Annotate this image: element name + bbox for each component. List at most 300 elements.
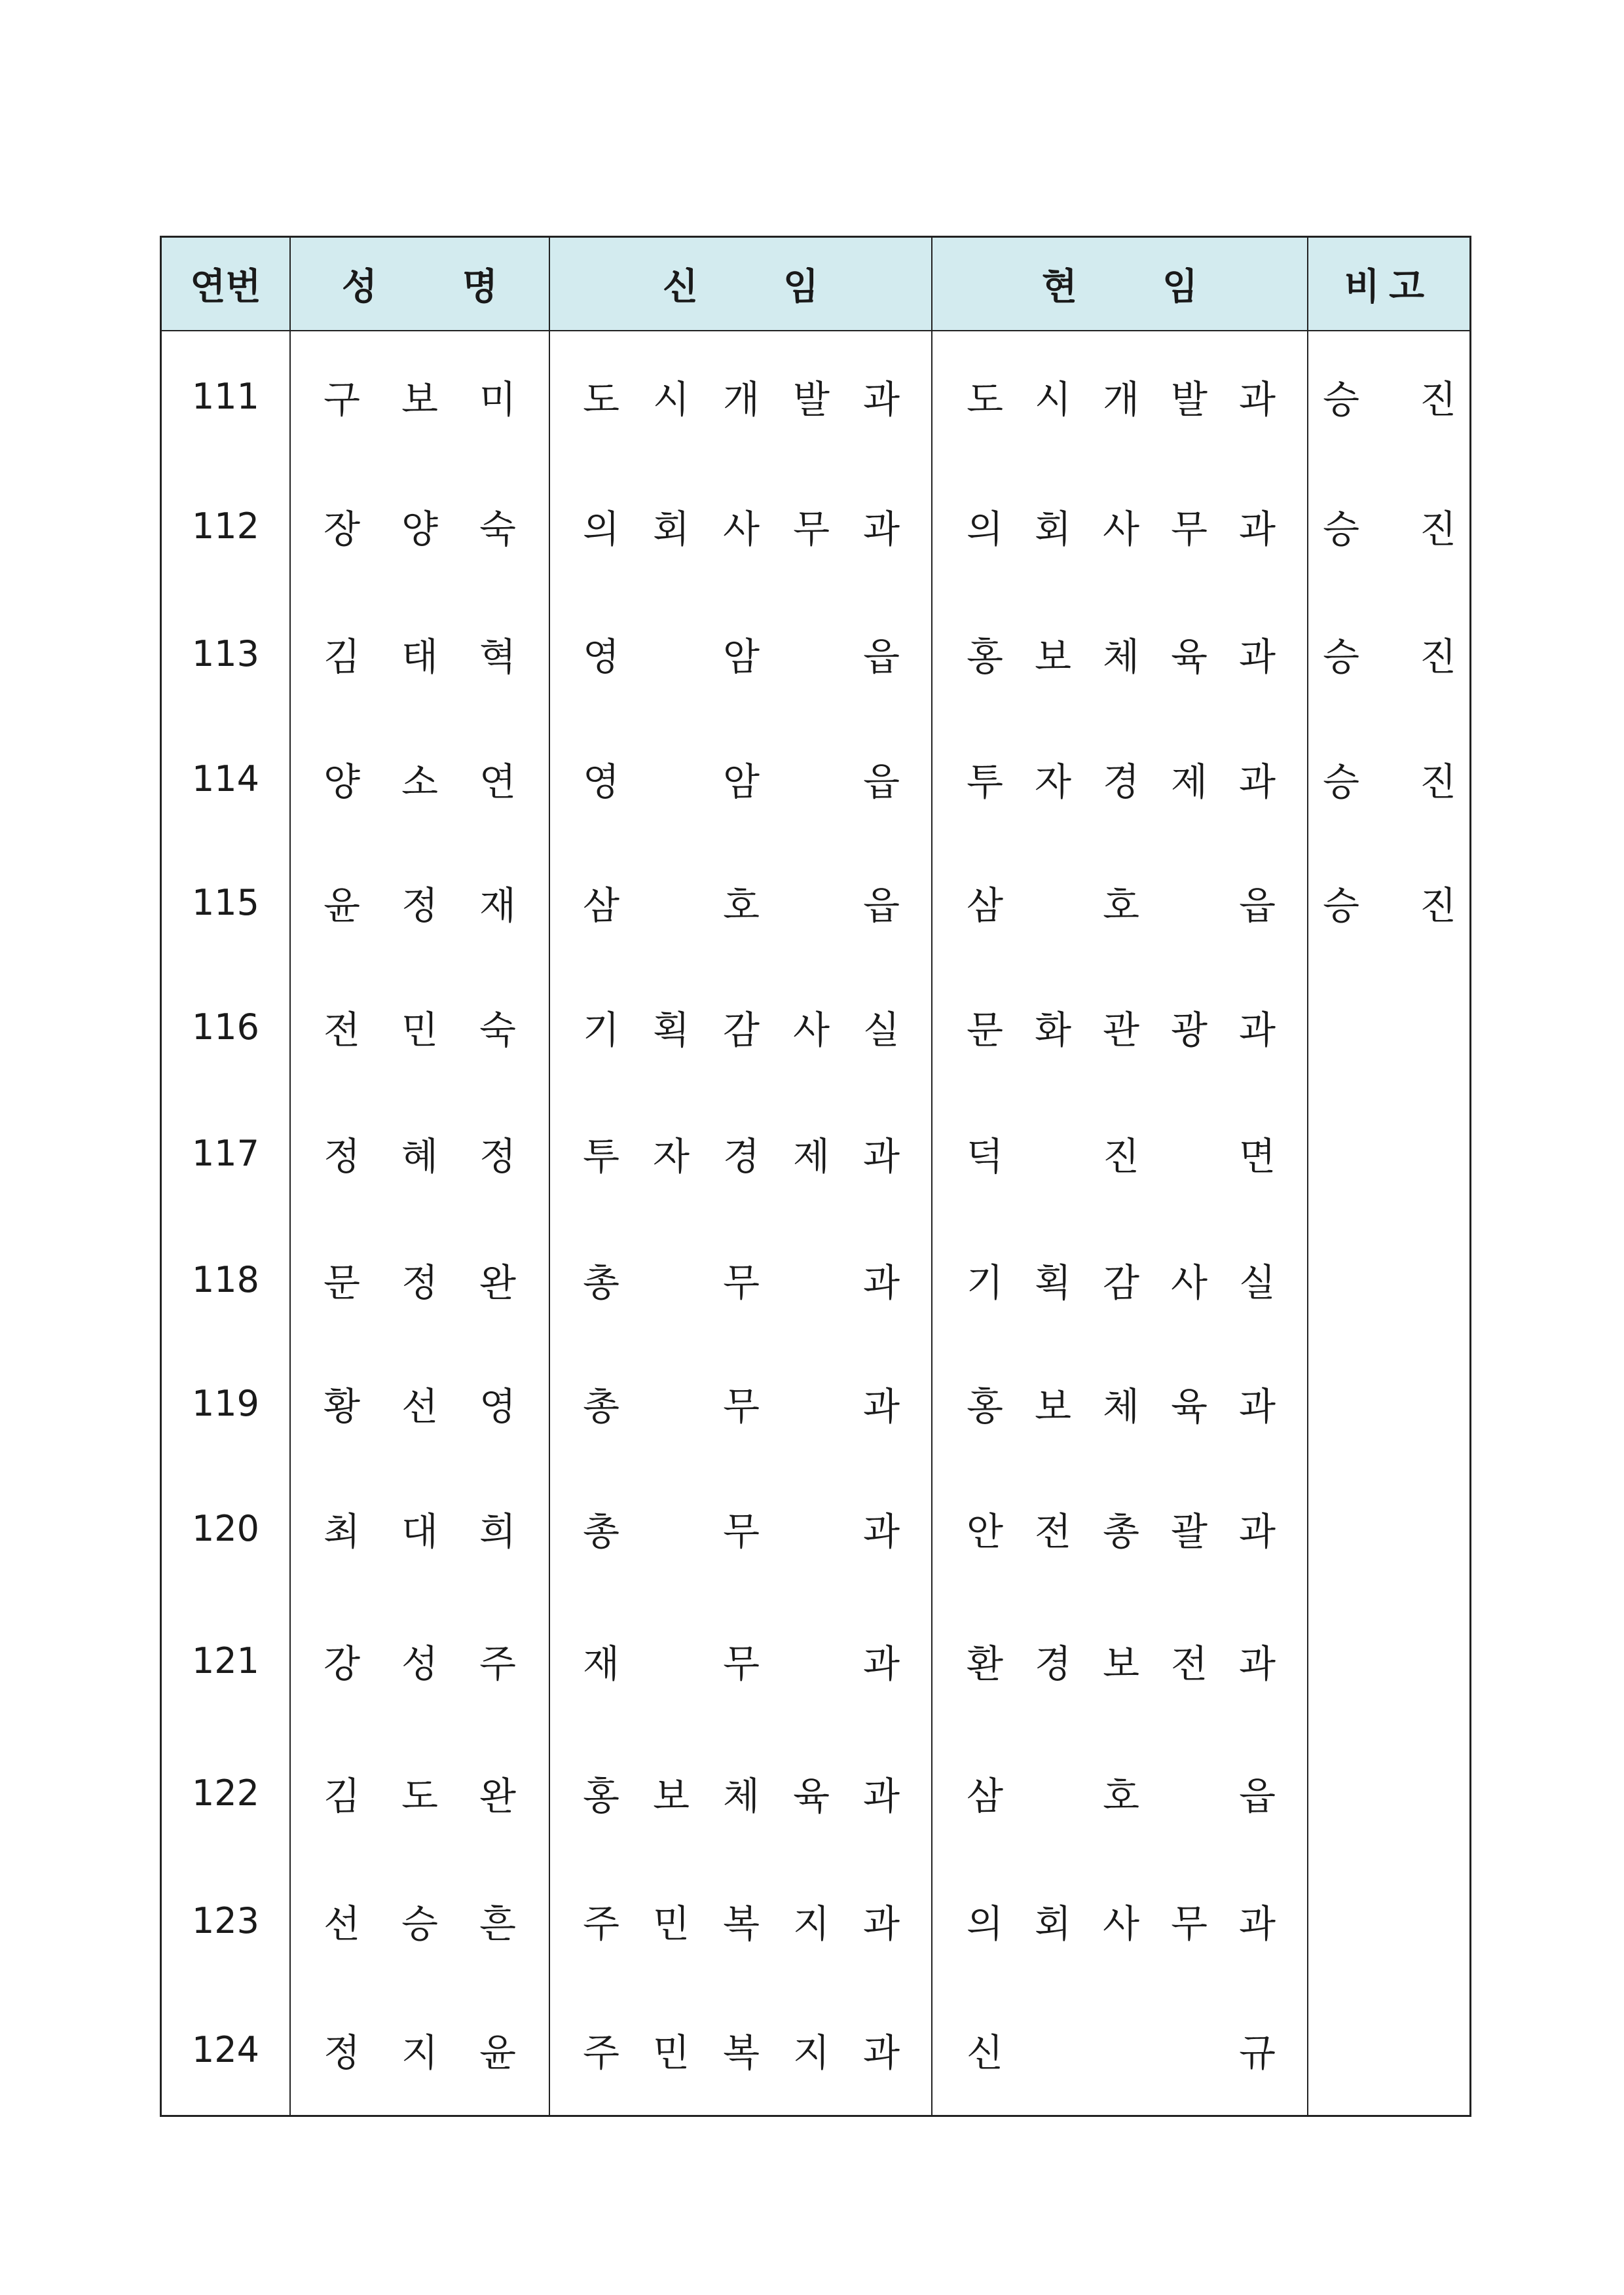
char: 발 bbox=[792, 377, 830, 422]
cell-remark bbox=[1308, 461, 1469, 591]
char: 육 bbox=[1170, 1384, 1208, 1429]
char: 과 bbox=[862, 377, 900, 422]
cell-name bbox=[291, 591, 550, 716]
cell-new-post-text bbox=[550, 626, 931, 681]
char: 승 bbox=[401, 1901, 439, 1946]
char: 경 bbox=[1034, 1642, 1072, 1686]
char: 무 bbox=[792, 507, 830, 551]
char: 흔 bbox=[479, 1901, 516, 1946]
char: 과 bbox=[1238, 634, 1276, 679]
char: 실 bbox=[862, 1008, 900, 1052]
cell-no bbox=[162, 841, 291, 964]
char: 기 bbox=[583, 1008, 620, 1052]
cell-new-post-text bbox=[550, 1765, 931, 1820]
header-current-post-char: 현 bbox=[1041, 265, 1077, 308]
char: 보 bbox=[652, 1774, 690, 1818]
char: 양 bbox=[323, 760, 361, 804]
cell-new-post-text bbox=[550, 2022, 931, 2077]
char: 경 bbox=[722, 1134, 760, 1179]
char: 과 bbox=[862, 2030, 900, 2075]
cell-current-post bbox=[932, 841, 1308, 964]
header-remark-label: 비고 bbox=[1344, 265, 1434, 308]
char: 육 bbox=[1170, 634, 1208, 679]
header-no bbox=[162, 238, 291, 330]
cell-name bbox=[291, 841, 550, 964]
cell-remark bbox=[1308, 1090, 1469, 1217]
cell-remark-text bbox=[1308, 498, 1469, 553]
cell-no bbox=[162, 331, 291, 461]
char: 영 bbox=[479, 1384, 516, 1429]
cell-current-post bbox=[932, 1090, 1308, 1217]
char: 제 bbox=[1170, 760, 1208, 804]
cell-name-text bbox=[291, 1893, 549, 1948]
cell-new-post bbox=[550, 1217, 932, 1342]
header-current-post-char: 임 bbox=[1162, 265, 1198, 308]
char: 도 bbox=[583, 377, 620, 422]
char: 투 bbox=[967, 760, 1004, 804]
cell-current-post-text bbox=[932, 369, 1307, 424]
char: 암 bbox=[722, 634, 760, 679]
char: 승 bbox=[1323, 507, 1360, 551]
char: 주 bbox=[583, 1901, 620, 1946]
cell-new-post bbox=[550, 591, 932, 716]
cell-remark bbox=[1308, 1984, 1469, 2115]
table-row bbox=[162, 1592, 1469, 1729]
char: 광 bbox=[1170, 1008, 1208, 1052]
char: 체 bbox=[1102, 634, 1139, 679]
cell-remark-text bbox=[1308, 875, 1469, 930]
char: 민 bbox=[401, 1008, 439, 1052]
header-new-post-label bbox=[663, 258, 819, 310]
char: 과 bbox=[1238, 1008, 1276, 1052]
char: 의 bbox=[967, 1901, 1004, 1946]
cell-name bbox=[291, 1592, 550, 1729]
cell-name-text bbox=[291, 498, 549, 553]
cell-current-post bbox=[932, 1729, 1308, 1857]
cell-name bbox=[291, 1729, 550, 1857]
cell-new-post-text bbox=[550, 369, 931, 424]
char: 연 bbox=[479, 760, 516, 804]
row-number: 121 bbox=[191, 1640, 260, 1681]
cell-name-text bbox=[291, 1126, 549, 1181]
char: 정 bbox=[401, 1260, 439, 1305]
table-header bbox=[162, 238, 1469, 331]
char: 승 bbox=[1323, 760, 1360, 804]
char: 진 bbox=[1419, 507, 1456, 551]
cell-name bbox=[291, 461, 550, 591]
cell-no bbox=[162, 461, 291, 591]
cell-current-post-text bbox=[932, 1252, 1307, 1307]
cell-name bbox=[291, 1984, 550, 2115]
char: 획 bbox=[1034, 1260, 1072, 1305]
cell-name bbox=[291, 1464, 550, 1592]
cell-current-post bbox=[932, 1857, 1308, 1984]
cell-new-post bbox=[550, 716, 932, 841]
char: 호 bbox=[1102, 883, 1140, 928]
char: 총 bbox=[583, 1384, 620, 1429]
char: 숙 bbox=[479, 507, 516, 551]
table-row bbox=[162, 1342, 1469, 1464]
cell-name-text bbox=[291, 1376, 549, 1431]
row-number: 115 bbox=[191, 881, 260, 923]
cell-current-post-text bbox=[932, 626, 1307, 681]
char: 홍 bbox=[967, 1384, 1004, 1429]
cell-no bbox=[162, 1857, 291, 1984]
cell-remark bbox=[1308, 1217, 1469, 1342]
char: 사 bbox=[722, 507, 760, 551]
table-row bbox=[162, 1729, 1469, 1857]
char: 자 bbox=[1034, 760, 1072, 804]
cell-new-post-text bbox=[550, 751, 931, 806]
char: 완 bbox=[479, 1260, 516, 1305]
cell-no bbox=[162, 1729, 291, 1857]
char: 과 bbox=[1238, 1509, 1276, 1554]
cell-current-post bbox=[932, 591, 1308, 716]
char: 정 bbox=[401, 883, 439, 928]
row-number: 114 bbox=[191, 758, 260, 799]
char: 최 bbox=[323, 1509, 361, 1554]
char: 윤 bbox=[323, 883, 361, 928]
cell-name-text bbox=[291, 1765, 549, 1820]
cell-current-post-text bbox=[932, 751, 1307, 806]
char: 과 bbox=[862, 1901, 900, 1946]
row-number: 120 bbox=[191, 1507, 260, 1549]
char: 과 bbox=[1238, 760, 1276, 804]
cell-current-post-text bbox=[932, 2022, 1307, 2077]
cell-remark bbox=[1308, 1592, 1469, 1729]
cell-new-post bbox=[550, 331, 932, 461]
char: 소 bbox=[401, 760, 439, 804]
char: 안 bbox=[967, 1509, 1004, 1554]
char: 선 bbox=[323, 1901, 361, 1946]
cell-name-text bbox=[291, 875, 549, 930]
char: 투 bbox=[583, 1134, 620, 1179]
char: 보 bbox=[401, 377, 439, 422]
header-name-label bbox=[342, 258, 498, 310]
cell-remark bbox=[1308, 1729, 1469, 1857]
cell-no bbox=[162, 716, 291, 841]
char: 호 bbox=[722, 883, 760, 928]
row-number: 112 bbox=[191, 505, 260, 547]
cell-new-post-text bbox=[550, 1126, 931, 1181]
char: 대 bbox=[401, 1509, 439, 1554]
cell-remark bbox=[1308, 1464, 1469, 1592]
char: 회 bbox=[652, 507, 690, 551]
char: 실 bbox=[1238, 1260, 1276, 1305]
char: 혁 bbox=[479, 634, 516, 679]
table-row bbox=[162, 1464, 1469, 1592]
cell-name-text bbox=[291, 1252, 549, 1307]
cell-new-post bbox=[550, 1857, 932, 1984]
char: 윤 bbox=[479, 2030, 516, 2075]
cell-current-post-text bbox=[932, 1633, 1307, 1688]
char: 무 bbox=[722, 1260, 760, 1305]
char: 사 bbox=[1170, 1260, 1208, 1305]
row-number: 124 bbox=[191, 2029, 260, 2070]
char: 태 bbox=[401, 634, 439, 679]
cell-remark bbox=[1308, 841, 1469, 964]
cell-new-post bbox=[550, 1342, 932, 1464]
char: 회 bbox=[1034, 1901, 1072, 1946]
char: 읍 bbox=[862, 634, 900, 679]
char: 읍 bbox=[862, 883, 900, 928]
char: 보 bbox=[1102, 1642, 1139, 1686]
header-new-post bbox=[550, 238, 932, 330]
char: 진 bbox=[1419, 377, 1456, 422]
header-name-char: 성 bbox=[341, 265, 377, 308]
char: 희 bbox=[479, 1509, 516, 1554]
table-row bbox=[162, 964, 1469, 1090]
cell-new-post bbox=[550, 841, 932, 964]
char: 주 bbox=[479, 1642, 516, 1686]
char: 문 bbox=[323, 1260, 361, 1305]
cell-no bbox=[162, 1464, 291, 1592]
char: 지 bbox=[401, 2030, 439, 2075]
char: 환 bbox=[967, 1642, 1004, 1686]
char: 발 bbox=[1170, 377, 1208, 422]
cell-name bbox=[291, 1342, 550, 1464]
char: 덕 bbox=[967, 1134, 1004, 1179]
char: 홍 bbox=[967, 634, 1004, 679]
char: 승 bbox=[1323, 634, 1360, 679]
cell-remark-text bbox=[1308, 369, 1469, 424]
char: 시 bbox=[652, 377, 690, 422]
cell-remark bbox=[1308, 1857, 1469, 1984]
char: 과 bbox=[862, 1642, 900, 1686]
char: 면 bbox=[1238, 1134, 1276, 1179]
cell-current-post-text bbox=[932, 1765, 1307, 1820]
char: 개 bbox=[722, 377, 760, 422]
cell-no bbox=[162, 1217, 291, 1342]
char: 도 bbox=[967, 377, 1004, 422]
char: 괄 bbox=[1170, 1509, 1208, 1554]
char: 읍 bbox=[1238, 883, 1276, 928]
char: 진 bbox=[1102, 1134, 1140, 1179]
cell-name-text bbox=[291, 999, 549, 1054]
cell-name bbox=[291, 964, 550, 1090]
char: 관 bbox=[1102, 1008, 1139, 1052]
char: 승 bbox=[1323, 377, 1360, 422]
header-new-post-char: 신 bbox=[662, 265, 698, 308]
cell-current-post-text bbox=[932, 1501, 1307, 1556]
cell-no bbox=[162, 1592, 291, 1729]
char: 재 bbox=[479, 883, 516, 928]
cell-name bbox=[291, 1857, 550, 1984]
char: 진 bbox=[1419, 760, 1456, 804]
header-remark bbox=[1308, 238, 1469, 330]
table-row bbox=[162, 716, 1469, 841]
cell-new-post bbox=[550, 1592, 932, 1729]
cell-new-post-text bbox=[550, 1893, 931, 1948]
char: 장 bbox=[323, 507, 361, 551]
char: 김 bbox=[323, 634, 361, 679]
char: 감 bbox=[1102, 1260, 1139, 1305]
char: 보 bbox=[1034, 634, 1072, 679]
char: 강 bbox=[323, 1642, 361, 1686]
char: 미 bbox=[479, 377, 516, 422]
char: 과 bbox=[862, 1774, 900, 1818]
cell-current-post bbox=[932, 1342, 1308, 1464]
char: 의 bbox=[967, 507, 1004, 551]
cell-current-post-text bbox=[932, 1376, 1307, 1431]
cell-current-post bbox=[932, 461, 1308, 591]
char: 자 bbox=[652, 1134, 690, 1179]
cell-new-post-text bbox=[550, 875, 931, 930]
cell-remark bbox=[1308, 964, 1469, 1090]
header-name-char: 명 bbox=[462, 265, 498, 308]
cell-current-post-text bbox=[932, 498, 1307, 553]
char: 과 bbox=[1238, 377, 1276, 422]
char: 진 bbox=[1419, 634, 1456, 679]
cell-new-post bbox=[550, 1090, 932, 1217]
char: 과 bbox=[1238, 1642, 1276, 1686]
cell-new-post-text bbox=[550, 1633, 931, 1688]
cell-remark bbox=[1308, 331, 1469, 461]
char: 정 bbox=[479, 1134, 516, 1179]
cell-new-post bbox=[550, 1984, 932, 2115]
char: 과 bbox=[862, 507, 900, 551]
cell-name-text bbox=[291, 626, 549, 681]
table-row bbox=[162, 1857, 1469, 1984]
cell-new-post bbox=[550, 964, 932, 1090]
cell-current-post bbox=[932, 1464, 1308, 1592]
char: 보 bbox=[1034, 1384, 1072, 1429]
char: 회 bbox=[1034, 507, 1072, 551]
table-row bbox=[162, 1090, 1469, 1217]
row-number: 117 bbox=[191, 1132, 260, 1174]
char: 진 bbox=[1419, 883, 1456, 928]
char: 지 bbox=[792, 2030, 830, 2075]
char: 과 bbox=[1238, 507, 1276, 551]
cell-new-post-text bbox=[550, 1252, 931, 1307]
char: 완 bbox=[479, 1774, 516, 1818]
personnel-table bbox=[160, 236, 1471, 2117]
table-row bbox=[162, 331, 1469, 461]
cell-no bbox=[162, 964, 291, 1090]
cell-name bbox=[291, 331, 550, 461]
char: 김 bbox=[323, 1774, 361, 1818]
cell-name-text bbox=[291, 1501, 549, 1556]
char: 총 bbox=[583, 1260, 620, 1305]
cell-name-text bbox=[291, 1633, 549, 1688]
char: 개 bbox=[1102, 377, 1139, 422]
row-number: 113 bbox=[191, 633, 260, 674]
char: 사 bbox=[792, 1008, 830, 1052]
char: 무 bbox=[1170, 507, 1208, 551]
cell-new-post bbox=[550, 1464, 932, 1592]
table-row bbox=[162, 1984, 1469, 2115]
char: 과 bbox=[1238, 1384, 1276, 1429]
char: 민 bbox=[652, 1901, 690, 1946]
cell-current-post bbox=[932, 1217, 1308, 1342]
cell-current-post-text bbox=[932, 1893, 1307, 1948]
char: 제 bbox=[792, 1134, 830, 1179]
char: 복 bbox=[722, 2030, 760, 2075]
table-body bbox=[162, 331, 1469, 2115]
char: 규 bbox=[1238, 2030, 1276, 2075]
cell-no bbox=[162, 1342, 291, 1464]
char: 재 bbox=[583, 1642, 620, 1686]
char: 획 bbox=[652, 1008, 690, 1052]
row-number: 118 bbox=[191, 1258, 260, 1300]
cell-new-post bbox=[550, 1729, 932, 1857]
char: 황 bbox=[323, 1384, 361, 1429]
char: 암 bbox=[722, 760, 760, 804]
cell-remark bbox=[1308, 716, 1469, 841]
cell-current-post bbox=[932, 1592, 1308, 1729]
char: 과 bbox=[862, 1509, 900, 1554]
cell-name-text bbox=[291, 369, 549, 424]
char: 구 bbox=[323, 377, 361, 422]
cell-name bbox=[291, 1217, 550, 1342]
row-number: 123 bbox=[191, 1900, 260, 1941]
char: 전 bbox=[1170, 1642, 1208, 1686]
char: 선 bbox=[401, 1384, 439, 1429]
cell-name bbox=[291, 716, 550, 841]
cell-name-text bbox=[291, 751, 549, 806]
char: 승 bbox=[1323, 883, 1360, 928]
char: 혜 bbox=[401, 1134, 439, 1179]
char: 전 bbox=[1034, 1509, 1072, 1554]
char: 기 bbox=[967, 1260, 1004, 1305]
cell-current-post bbox=[932, 1984, 1308, 2115]
char: 과 bbox=[1238, 1901, 1276, 1946]
cell-new-post-text bbox=[550, 999, 931, 1054]
char: 육 bbox=[792, 1774, 830, 1818]
row-number: 111 bbox=[191, 375, 260, 417]
char: 정 bbox=[323, 2030, 361, 2075]
cell-no bbox=[162, 1090, 291, 1217]
row-number: 119 bbox=[191, 1382, 260, 1424]
char: 총 bbox=[583, 1509, 620, 1554]
char: 체 bbox=[1102, 1384, 1139, 1429]
cell-name-text bbox=[291, 2022, 549, 2077]
char: 과 bbox=[862, 1384, 900, 1429]
char: 읍 bbox=[862, 760, 900, 804]
char: 영 bbox=[583, 760, 620, 804]
char: 과 bbox=[862, 1260, 900, 1305]
cell-remark bbox=[1308, 1342, 1469, 1464]
cell-current-post-text bbox=[932, 875, 1307, 930]
header-current-post bbox=[932, 238, 1308, 330]
char: 삼 bbox=[967, 883, 1004, 928]
char: 전 bbox=[323, 1008, 361, 1052]
char: 양 bbox=[401, 507, 439, 551]
char: 문 bbox=[967, 1008, 1004, 1052]
table-row bbox=[162, 1217, 1469, 1342]
char: 사 bbox=[1102, 507, 1139, 551]
cell-new-post-text bbox=[550, 1376, 931, 1431]
char: 감 bbox=[722, 1008, 760, 1052]
cell-no bbox=[162, 591, 291, 716]
char: 삼 bbox=[583, 883, 620, 928]
char: 과 bbox=[862, 1134, 900, 1179]
cell-current-post bbox=[932, 331, 1308, 461]
cell-current-post bbox=[932, 964, 1308, 1090]
table-row bbox=[162, 461, 1469, 591]
header-no-label: 연번 bbox=[190, 265, 261, 308]
char: 민 bbox=[652, 2030, 690, 2075]
cell-new-post bbox=[550, 461, 932, 591]
cell-no bbox=[162, 1984, 291, 2115]
char: 삼 bbox=[967, 1774, 1004, 1818]
header-current-post-label bbox=[1042, 258, 1198, 310]
char: 화 bbox=[1034, 1008, 1072, 1052]
char: 체 bbox=[722, 1774, 760, 1818]
table-row bbox=[162, 841, 1469, 964]
table-row bbox=[162, 591, 1469, 716]
char: 무 bbox=[722, 1642, 760, 1686]
